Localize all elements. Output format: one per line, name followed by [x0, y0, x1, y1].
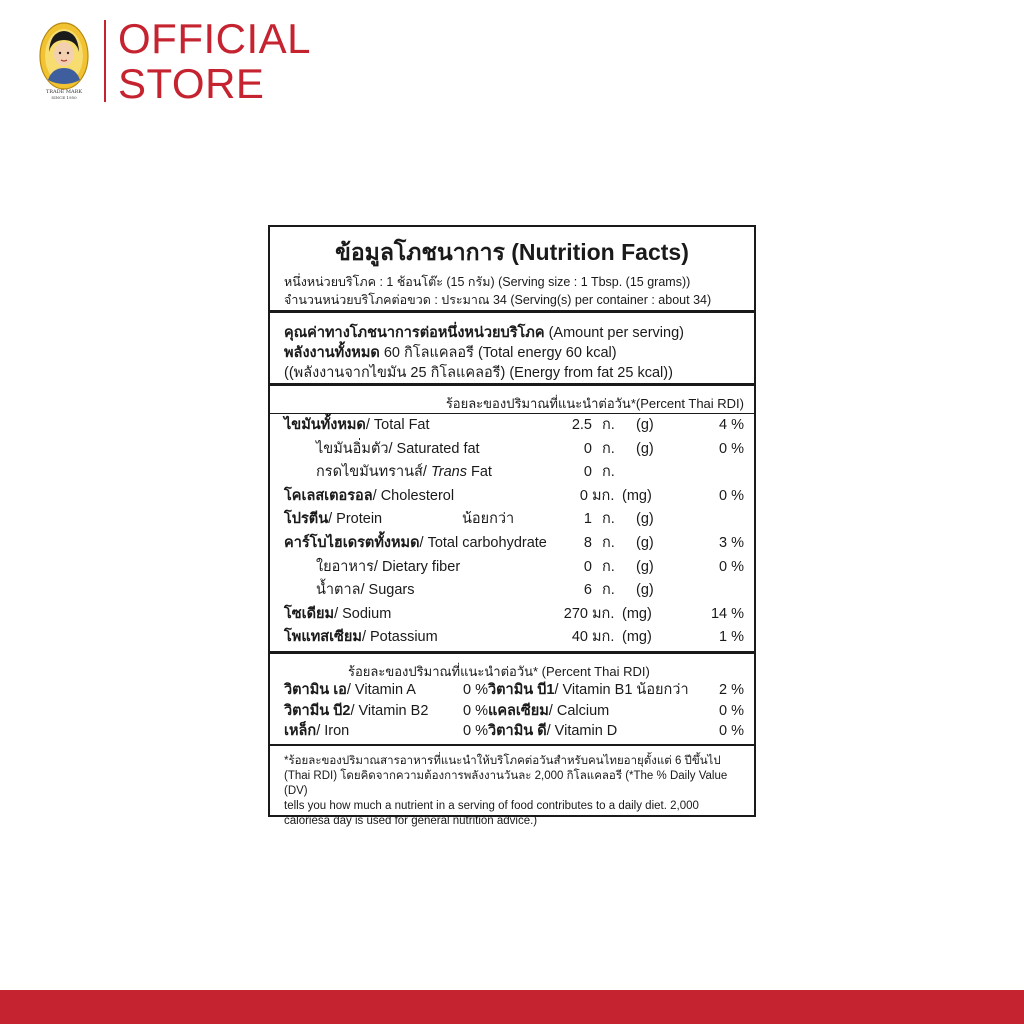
nutrient-percent-rdi: 0 %: [719, 487, 744, 504]
footnote-line: tells you how much a nutrient in a serving of food contributes to a daily diet. 2,000: [284, 800, 699, 812]
vitamin-name: [284, 680, 416, 700]
nutrient-unit-th: ก.: [602, 417, 615, 433]
total-energy-value: 60 กิโลแคลอรี (Total energy 60 kcal): [379, 345, 617, 361]
serving-size: หนึ่งหน่วยบริโภค : 1 ช้อนโต๊ะ (15 กรัม) (Serving size : 1 Tbsp. (15 grams)): [284, 275, 691, 289]
nutrient-row: [284, 556, 744, 579]
vitamin-name-th: วิตามิน เอ: [284, 682, 347, 698]
nutrient-name-en: / Dietary fiber: [373, 558, 461, 575]
nutrient-name-th: น้ำตาล: [316, 582, 361, 599]
separator: [270, 651, 754, 654]
nutrient-name: [284, 485, 454, 508]
nutrient-unit-en: (mg): [622, 629, 652, 646]
nutrient-unit-th: ก.: [602, 464, 615, 481]
nutrient-name-th: ไขมันอิ่มตัว: [316, 440, 389, 457]
vitamin-name: [488, 721, 617, 741]
vitamin-name-th: วิตามิน บี1: [488, 682, 555, 698]
separator: [270, 310, 754, 313]
nutrient-name: [316, 438, 480, 461]
nutrient-unit-th: ก.: [602, 558, 615, 575]
nutrient-unit-en: (g): [636, 440, 654, 457]
vitamin-percent-rdi: 0 %: [719, 702, 744, 719]
nutrient-percent-rdi: 0 %: [719, 440, 744, 457]
vitamin-row: [284, 701, 744, 721]
label-title: ข้อมูลโภชนาการ (Nutrition Facts): [335, 239, 689, 265]
nutrient-name: [316, 579, 415, 602]
nutrient-unit-en: (g): [636, 535, 654, 551]
nutrient-name-th: โปรตีน: [284, 511, 329, 528]
nutrient-percent-rdi: 0 %: [719, 558, 744, 575]
vitamin-name-en: / Iron: [316, 723, 350, 739]
logo-since-text: SINCE 1950: [51, 95, 77, 100]
nutrient-name-th: โพแทสเซียม: [284, 629, 362, 646]
nutrient-percent-rdi: 4 %: [719, 417, 744, 433]
nutrient-name: [284, 508, 382, 531]
nutrient-name-en: / Trans Fat: [422, 464, 492, 481]
vitamin-name-en: / Vitamin B1 น้อยกว่า: [554, 682, 689, 698]
nutrient-unit-en: (mg): [622, 487, 652, 504]
vitamin-name: [488, 680, 689, 700]
nutrient-percent-rdi: 14 %: [710, 605, 744, 622]
footnote-line: *ร้อยละของปริมาณสารอาหารที่แนะนำให้บริโภคต่อวันสำหรับคนไทยอายุตั้งแต่ 6 ปีขึ้นไป: [284, 755, 721, 767]
nutrient-name-th: ไขมันทั้งหมด: [284, 417, 366, 433]
rdi-header: ร้อยละของปริมาณที่แนะนำต่อวัน*(Percent Thai RDI): [445, 396, 744, 411]
brand-logo: [38, 22, 90, 100]
nutrient-qualifier: น้อยกว่า: [462, 511, 515, 528]
energy-from-fat: ((พลังงานจากไขมัน 25 กิโลแคลอรี) (Energy from fat 25 kcal)): [284, 365, 673, 381]
nutrient-amount: 1: [583, 511, 592, 528]
nutrient-unit-en: (g): [636, 582, 654, 599]
vitamin-row: [284, 721, 744, 741]
vitamin-percent-rdi: 0 %: [463, 702, 488, 719]
nutrient-unit-th: มก.: [592, 605, 615, 622]
nutrient-amount: 8: [583, 535, 592, 551]
amount-per-serving-th: คุณค่าทางโภชนาการต่อหนึ่งหน่วยบริโภค: [284, 325, 545, 341]
nutrient-unit-th: ก.: [602, 511, 615, 528]
footnote-line: (Thai RDI) โดยคิดจากความต้องการพลังงานวันละ 2,000 กิโลแคลอรี (*The % Daily Value (DV): [284, 770, 728, 797]
nutrient-unit-en: (g): [636, 558, 654, 575]
separator: [270, 383, 754, 386]
nutrient-unit-th: ก.: [602, 535, 615, 551]
nutrient-percent-rdi: 1 %: [719, 629, 744, 646]
nutrient-amount: 2.5: [571, 417, 592, 433]
nutrient-name-th: ใยอาหาร: [316, 558, 374, 575]
logo-trademark-text: TRADE MARK: [45, 89, 83, 95]
nutrient-name-en: / Protein: [328, 511, 383, 528]
nutrient-unit-th: มก.: [592, 487, 615, 504]
nutrient-amount: 40: [571, 629, 588, 646]
vitamin-name-en: / Vitamin B2: [350, 702, 429, 719]
vitamin-name-th: เหล็ก: [284, 723, 317, 739]
nutrient-name: [316, 461, 492, 484]
nutrient-unit-th: ก.: [602, 582, 615, 599]
vitamin-percent-rdi: 0 %: [463, 723, 488, 739]
nutrient-name-en: / Total Fat: [365, 417, 430, 433]
store-title-line2: STORE: [118, 60, 265, 107]
vitamin-name: [284, 701, 428, 721]
nutrient-amount: 0: [583, 464, 592, 481]
vitamin-name-th: วิตามิน ดี: [488, 723, 547, 739]
amount-per-serving-en: (Amount per serving): [544, 325, 684, 341]
nutrient-name-th: กรดไขมันทรานส์: [316, 464, 423, 481]
nutrient-name: [284, 532, 547, 555]
vitamin-name-en: / Calcium: [548, 702, 610, 719]
nutrient-unit-en: (g): [636, 417, 654, 433]
separator: [270, 744, 754, 746]
vitamin-row: [284, 680, 744, 700]
nutrient-name-en: / Saturated fat: [388, 440, 480, 457]
nutrient-row: [284, 438, 744, 461]
nutrient-amount: 270: [563, 605, 588, 622]
vitamin-name-th: วิตามีน บี2: [284, 702, 351, 719]
nutrient-row: [284, 603, 744, 626]
nutrient-name-en: / Total carbohydrate: [419, 535, 547, 551]
nutrient-amount: 0: [579, 487, 588, 504]
nutrient-unit-th: ก.: [602, 440, 615, 457]
nutrient-name-th: โคเลสเตอรอล: [284, 487, 373, 504]
nutrient-name: [284, 603, 391, 626]
nutrient-name: [284, 626, 438, 649]
nutrient-row: [284, 414, 744, 437]
nutrient-percent-rdi: 3 %: [719, 535, 744, 551]
total-energy-th: พลังงานทั้งหมด: [284, 345, 380, 361]
nutrient-name-th: คาร์โบไฮเดรตทั้งหมด: [284, 535, 420, 551]
header-divider: [104, 20, 106, 102]
vitamin-percent-rdi: 2 %: [719, 682, 744, 698]
vitamins-header: ร้อยละของปริมาณที่แนะนำต่อวัน* (Percent Thai RDI): [348, 664, 650, 679]
nutrient-unit-th: มก.: [592, 629, 615, 646]
footnote: [284, 754, 744, 829]
nutrient-name-en: / Sugars: [360, 582, 415, 599]
nutrient-unit-en: (g): [636, 511, 654, 528]
vitamin-name-en: / Vitamin A: [346, 682, 416, 698]
nutrient-amount: 6: [583, 582, 592, 599]
nutrient-row: [284, 532, 744, 555]
bottom-brand-bar: [0, 990, 1024, 1024]
nutrient-name-en: / Cholesterol: [372, 487, 455, 504]
nutrient-name: [316, 556, 460, 579]
vitamin-percent-rdi: 0 %: [719, 723, 744, 739]
servings-per-container: จำนวนหน่วยบริโภคต่อขวด : ประมาณ 34 (Serving(s) per container : about 34): [284, 293, 712, 307]
nutrient-row: [284, 461, 744, 484]
nutrient-amount: 0: [583, 558, 592, 575]
nutrient-unit-en: (mg): [622, 605, 652, 622]
store-title: [118, 16, 311, 106]
vitamin-name: [284, 721, 349, 741]
footnote-line: caloriesa day is used for general nutrition advice.): [284, 815, 538, 827]
vitamin-name-th: แคลเซียม: [488, 702, 549, 719]
nutrient-name-th: โซเดียม: [284, 605, 335, 622]
nutrient-name-en: / Potassium: [361, 629, 438, 646]
vitamin-name: [488, 701, 609, 721]
nutrient-row: [284, 485, 744, 508]
vitamin-percent-rdi: 0 %: [463, 682, 488, 698]
nutrient-row: [284, 579, 744, 602]
nutrition-facts-label: [268, 225, 756, 827]
nutrient-name-en: / Sodium: [334, 605, 392, 622]
store-title-line1: OFFICIAL: [118, 15, 312, 62]
nutrient-row: [284, 508, 744, 531]
nutrient-name: [284, 414, 430, 437]
nutrient-row: [284, 626, 744, 649]
vitamin-name-en: / Vitamin D: [546, 723, 618, 739]
nutrient-amount: 0: [583, 440, 592, 457]
